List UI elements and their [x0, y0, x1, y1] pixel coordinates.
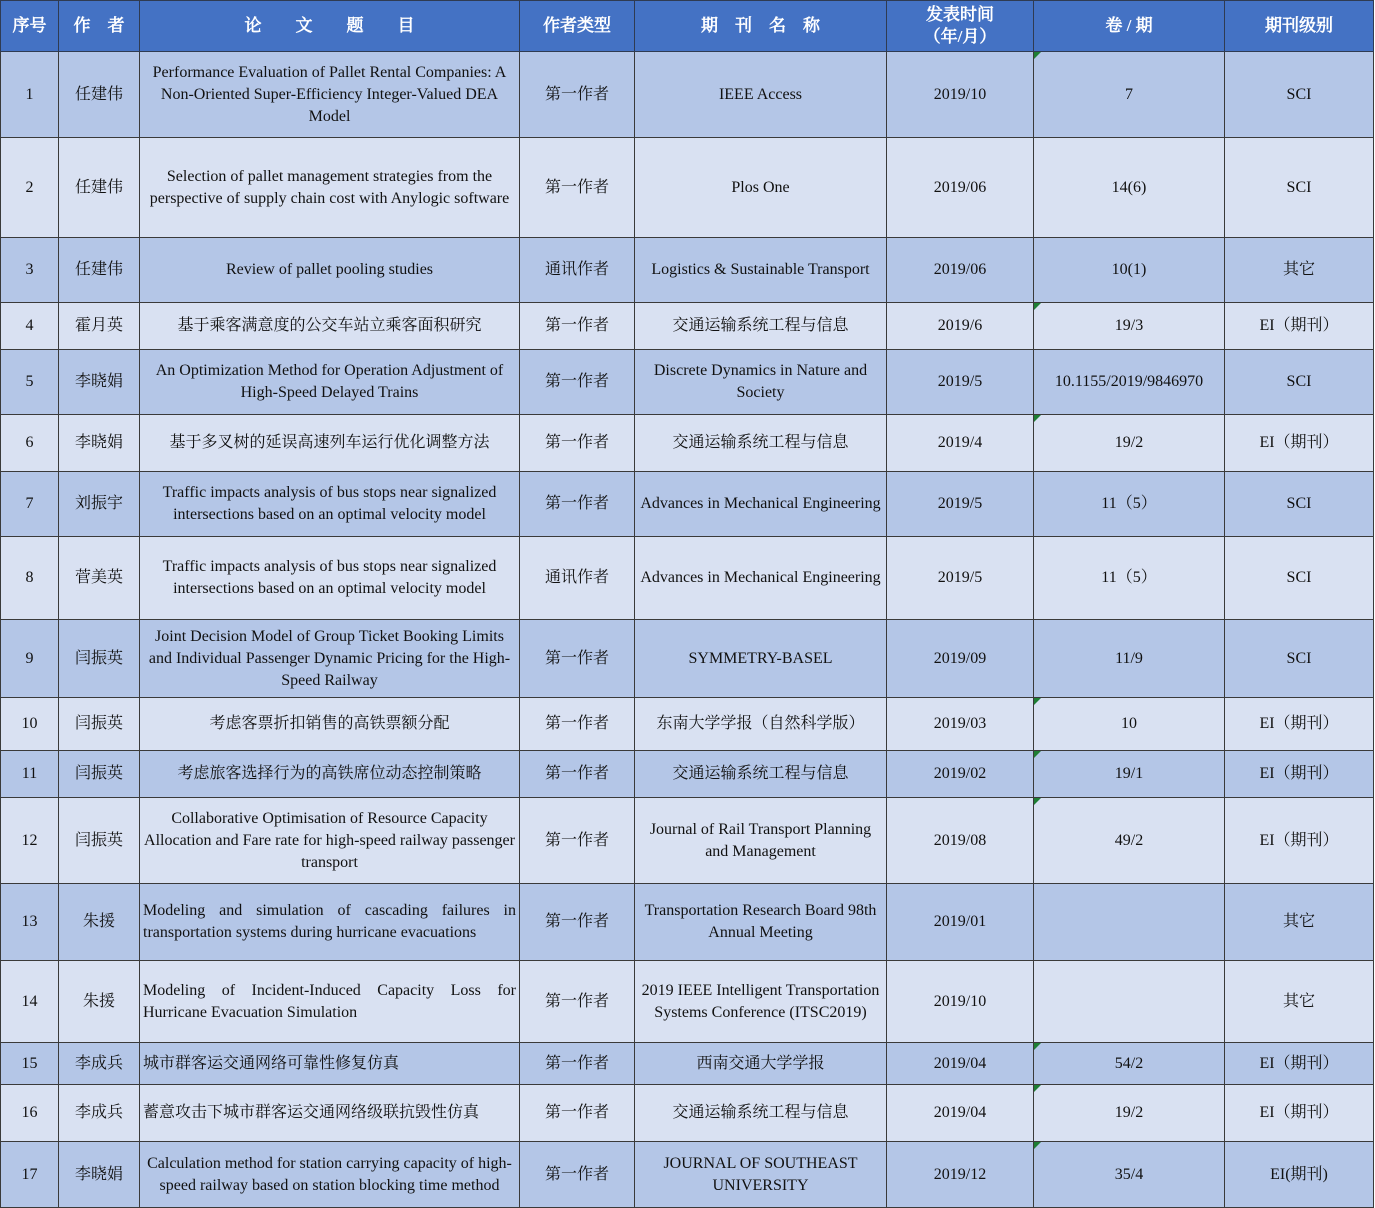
cell-volume [1034, 52, 1225, 138]
cell-index: 2 [1, 138, 59, 238]
header-author: 作 者 [59, 1, 140, 52]
cell-index: 1 [1, 52, 59, 138]
header-journal: 期 刊 名 称 [635, 1, 887, 52]
header-row [1, 1, 1374, 52]
cell-level: EI（期刊） [1225, 798, 1374, 884]
cell-index: 13 [1, 884, 59, 961]
header-date: 发表时间 （年/月） [887, 1, 1034, 52]
cell-title: Calculation method for station carrying capacity of high-speed railway based on station blocking time method [140, 1142, 520, 1208]
header-level: 期刊级别 [1225, 1, 1374, 52]
table-row [1, 884, 1374, 961]
cell-index: 6 [1, 415, 59, 472]
cell-date: 2019/10 [887, 961, 1034, 1043]
cell-title: 基于乘客满意度的公交车站立乘客面积研究 [140, 303, 520, 350]
cell-journal: 交通运输系统工程与信息 [635, 1085, 887, 1142]
comment-marker-icon [1034, 1085, 1041, 1092]
cell-journal: Journal of Rail Transport Planning and Management [635, 798, 887, 884]
table-row [1, 472, 1374, 537]
cell-level: EI（期刊） [1225, 1043, 1374, 1085]
cell-level: EI（期刊） [1225, 303, 1374, 350]
cell-author-type: 通讯作者 [520, 238, 635, 303]
cell-author: 闫振英 [59, 751, 140, 798]
cell-title: Traffic impacts analysis of bus stops near signalized intersections based on an optimal velocity model [140, 537, 520, 620]
cell-date: 2019/12 [887, 1142, 1034, 1208]
cell-journal: Logistics & Sustainable Transport [635, 238, 887, 303]
cell-journal: Transportation Research Board 98th Annual Meeting [635, 884, 887, 961]
cell-date: 2019/04 [887, 1043, 1034, 1085]
cell-journal: 西南交通大学学报 [635, 1043, 887, 1085]
cell-author-type: 第一作者 [520, 698, 635, 751]
cell-author: 李晓娟 [59, 350, 140, 415]
comment-marker-icon [1034, 415, 1041, 422]
table-row [1, 350, 1374, 415]
cell-title: Modeling and simulation of cascading failures in transportation systems during hurricane evacuations [140, 884, 520, 961]
cell-journal: 2019 IEEE Intelligent Transportation Systems Conference (ITSC2019) [635, 961, 887, 1043]
cell-journal: 交通运输系统工程与信息 [635, 415, 887, 472]
cell-journal: Advances in Mechanical Engineering [635, 537, 887, 620]
cell-date: 2019/5 [887, 472, 1034, 537]
cell-volume: 10(1) [1034, 238, 1225, 303]
cell-volume: 10.1155/2019/9846970 [1034, 350, 1225, 415]
cell-volume-text: 19/1 [1114, 765, 1144, 782]
cell-level: SCI [1225, 537, 1374, 620]
cell-author: 闫振英 [59, 698, 140, 751]
cell-journal: IEEE Access [635, 52, 887, 138]
cell-level: EI（期刊） [1225, 698, 1374, 751]
cell-volume [1034, 415, 1225, 472]
cell-volume: 14(6) [1034, 138, 1225, 238]
cell-title: An Optimization Method for Operation Adjustment of High-Speed Delayed Trains [140, 350, 520, 415]
cell-index: 3 [1, 238, 59, 303]
cell-title: 基于多叉树的延误高速列车运行优化调整方法 [140, 415, 520, 472]
table-row [1, 798, 1374, 884]
cell-author: 闫振英 [59, 620, 140, 698]
cell-date: 2019/01 [887, 884, 1034, 961]
cell-date: 2019/5 [887, 537, 1034, 620]
cell-index: 16 [1, 1085, 59, 1142]
cell-index: 10 [1, 698, 59, 751]
cell-date: 2019/09 [887, 620, 1034, 698]
cell-author: 李晓娟 [59, 1142, 140, 1208]
cell-volume [1034, 884, 1225, 961]
cell-journal: Advances in Mechanical Engineering [635, 472, 887, 537]
cell-level: SCI [1225, 52, 1374, 138]
cell-level: SCI [1225, 138, 1374, 238]
cell-volume-text: 10 [1121, 715, 1137, 732]
header-title: 论 文 题 目 [140, 1, 520, 52]
cell-date: 2019/5 [887, 350, 1034, 415]
cell-volume: 11（5） [1034, 537, 1225, 620]
cell-date: 2019/6 [887, 303, 1034, 350]
table-row [1, 1085, 1374, 1142]
cell-date: 2019/08 [887, 798, 1034, 884]
cell-volume [1034, 1142, 1225, 1208]
cell-author: 任建伟 [59, 52, 140, 138]
cell-volume-text: 49/2 [1114, 831, 1144, 849]
cell-journal: SYMMETRY-BASEL [635, 620, 887, 698]
table-row [1, 698, 1374, 751]
cell-volume-text: 19/2 [1114, 1104, 1144, 1121]
cell-author: 任建伟 [59, 138, 140, 238]
cell-index: 17 [1, 1142, 59, 1208]
header-index: 序号 [1, 1, 59, 52]
cell-level: SCI [1225, 620, 1374, 698]
cell-level: EI（期刊） [1225, 1085, 1374, 1142]
comment-marker-icon [1034, 798, 1041, 805]
cell-volume-text: 7 [1125, 85, 1133, 103]
table-row [1, 537, 1374, 620]
cell-date: 2019/02 [887, 751, 1034, 798]
cell-author: 闫振英 [59, 798, 140, 884]
cell-author: 霍月英 [59, 303, 140, 350]
comment-marker-icon [1034, 698, 1041, 705]
cell-index: 11 [1, 751, 59, 798]
cell-volume: 11/9 [1034, 620, 1225, 698]
cell-index: 8 [1, 537, 59, 620]
table-row [1, 238, 1374, 303]
cell-date: 2019/06 [887, 138, 1034, 238]
cell-author-type: 第一作者 [520, 1142, 635, 1208]
cell-index: 5 [1, 350, 59, 415]
cell-title: 城市群客运交通网络可靠性修复仿真 [140, 1043, 520, 1085]
cell-author-type: 第一作者 [520, 350, 635, 415]
cell-volume [1034, 798, 1225, 884]
cell-title: Traffic impacts analysis of bus stops near signalized intersections based on an optimal velocity model [140, 472, 520, 537]
cell-title: Performance Evaluation of Pallet Rental Companies: A Non-Oriented Super-Efficiency Integer-Valued DEA Model [140, 52, 520, 138]
cell-journal: Plos One [635, 138, 887, 238]
cell-date: 2019/4 [887, 415, 1034, 472]
cell-title: 考虑客票折扣销售的高铁票额分配 [140, 698, 520, 751]
cell-volume [1034, 1043, 1225, 1085]
comment-marker-icon [1034, 1043, 1041, 1050]
table-row [1, 303, 1374, 350]
cell-author: 朱援 [59, 961, 140, 1043]
cell-author: 李成兵 [59, 1085, 140, 1142]
cell-author-type: 第一作者 [520, 798, 635, 884]
comment-marker-icon [1034, 751, 1041, 758]
cell-date: 2019/04 [887, 1085, 1034, 1142]
cell-title: Review of pallet pooling studies [140, 238, 520, 303]
cell-volume-text: 54/2 [1114, 1054, 1144, 1072]
cell-volume-text: 19/2 [1114, 434, 1144, 451]
table-row [1, 52, 1374, 138]
cell-author-type: 第一作者 [520, 138, 635, 238]
cell-volume: 11（5） [1034, 472, 1225, 537]
cell-author-type: 第一作者 [520, 1085, 635, 1142]
cell-author-type: 第一作者 [520, 303, 635, 350]
table-row [1, 1142, 1374, 1208]
table-row [1, 415, 1374, 472]
cell-author: 朱援 [59, 884, 140, 961]
cell-index: 15 [1, 1043, 59, 1085]
cell-author-type: 通讯作者 [520, 537, 635, 620]
table-row [1, 1043, 1374, 1085]
cell-author-type: 第一作者 [520, 1043, 635, 1085]
cell-volume-text: 19/3 [1114, 317, 1144, 334]
table-row [1, 620, 1374, 698]
cell-index: 7 [1, 472, 59, 537]
cell-journal: 交通运输系统工程与信息 [635, 303, 887, 350]
cell-volume [1034, 751, 1225, 798]
cell-volume-text: 35/4 [1114, 1165, 1144, 1183]
comment-marker-icon [1034, 303, 1041, 310]
cell-volume [1034, 961, 1225, 1043]
comment-marker-icon [1034, 52, 1041, 59]
cell-journal: JOURNAL OF SOUTHEAST UNIVERSITY [635, 1142, 887, 1208]
header-volume: 卷 / 期 [1034, 1, 1225, 52]
cell-level: 其它 [1225, 961, 1374, 1043]
cell-level: SCI [1225, 472, 1374, 537]
cell-level: EI(期刊) [1225, 1142, 1374, 1208]
cell-title: Modeling of Incident-Induced Capacity Loss for Hurricane Evacuation Simulation [140, 961, 520, 1043]
cell-level: SCI [1225, 350, 1374, 415]
cell-author: 刘振宇 [59, 472, 140, 537]
cell-volume [1034, 303, 1225, 350]
cell-level: 其它 [1225, 238, 1374, 303]
cell-author-type: 第一作者 [520, 961, 635, 1043]
cell-title: Collaborative Optimisation of Resource Capacity Allocation and Fare rate for high-speed railway passenger transport [140, 798, 520, 884]
cell-title: 考虑旅客选择行为的高铁席位动态控制策略 [140, 751, 520, 798]
cell-date: 2019/03 [887, 698, 1034, 751]
cell-level: EI（期刊） [1225, 415, 1374, 472]
table-row [1, 961, 1374, 1043]
cell-journal: 东南大学学报（自然科学版） [635, 698, 887, 751]
table-row [1, 751, 1374, 798]
cell-author-type: 第一作者 [520, 884, 635, 961]
cell-author: 李晓娟 [59, 415, 140, 472]
cell-author: 任建伟 [59, 238, 140, 303]
cell-index: 14 [1, 961, 59, 1043]
cell-journal: Discrete Dynamics in Nature and Society [635, 350, 887, 415]
comment-marker-icon [1034, 1142, 1041, 1149]
cell-journal: 交通运输系统工程与信息 [635, 751, 887, 798]
table-row [1, 138, 1374, 238]
cell-index: 12 [1, 798, 59, 884]
cell-index: 4 [1, 303, 59, 350]
cell-author: 菅美英 [59, 537, 140, 620]
cell-author: 李成兵 [59, 1043, 140, 1085]
cell-title: 蓄意攻击下城市群客运交通网络级联抗毁性仿真 [140, 1085, 520, 1142]
cell-author-type: 第一作者 [520, 472, 635, 537]
cell-volume [1034, 1085, 1225, 1142]
cell-author-type: 第一作者 [520, 751, 635, 798]
cell-author-type: 第一作者 [520, 415, 635, 472]
cell-author-type: 第一作者 [520, 620, 635, 698]
cell-level: 其它 [1225, 884, 1374, 961]
cell-level: EI（期刊） [1225, 751, 1374, 798]
cell-volume [1034, 698, 1225, 751]
cell-author-type: 第一作者 [520, 52, 635, 138]
header-author-type: 作者类型 [520, 1, 635, 52]
cell-date: 2019/10 [887, 52, 1034, 138]
cell-date: 2019/06 [887, 238, 1034, 303]
cell-title: Joint Decision Model of Group Ticket Booking Limits and Individual Passenger Dynamic Pricing for the High-Speed Railway [140, 620, 520, 698]
cell-title: Selection of pallet management strategies from the perspective of supply chain cost with Anylogic software [140, 138, 520, 238]
cell-index: 9 [1, 620, 59, 698]
